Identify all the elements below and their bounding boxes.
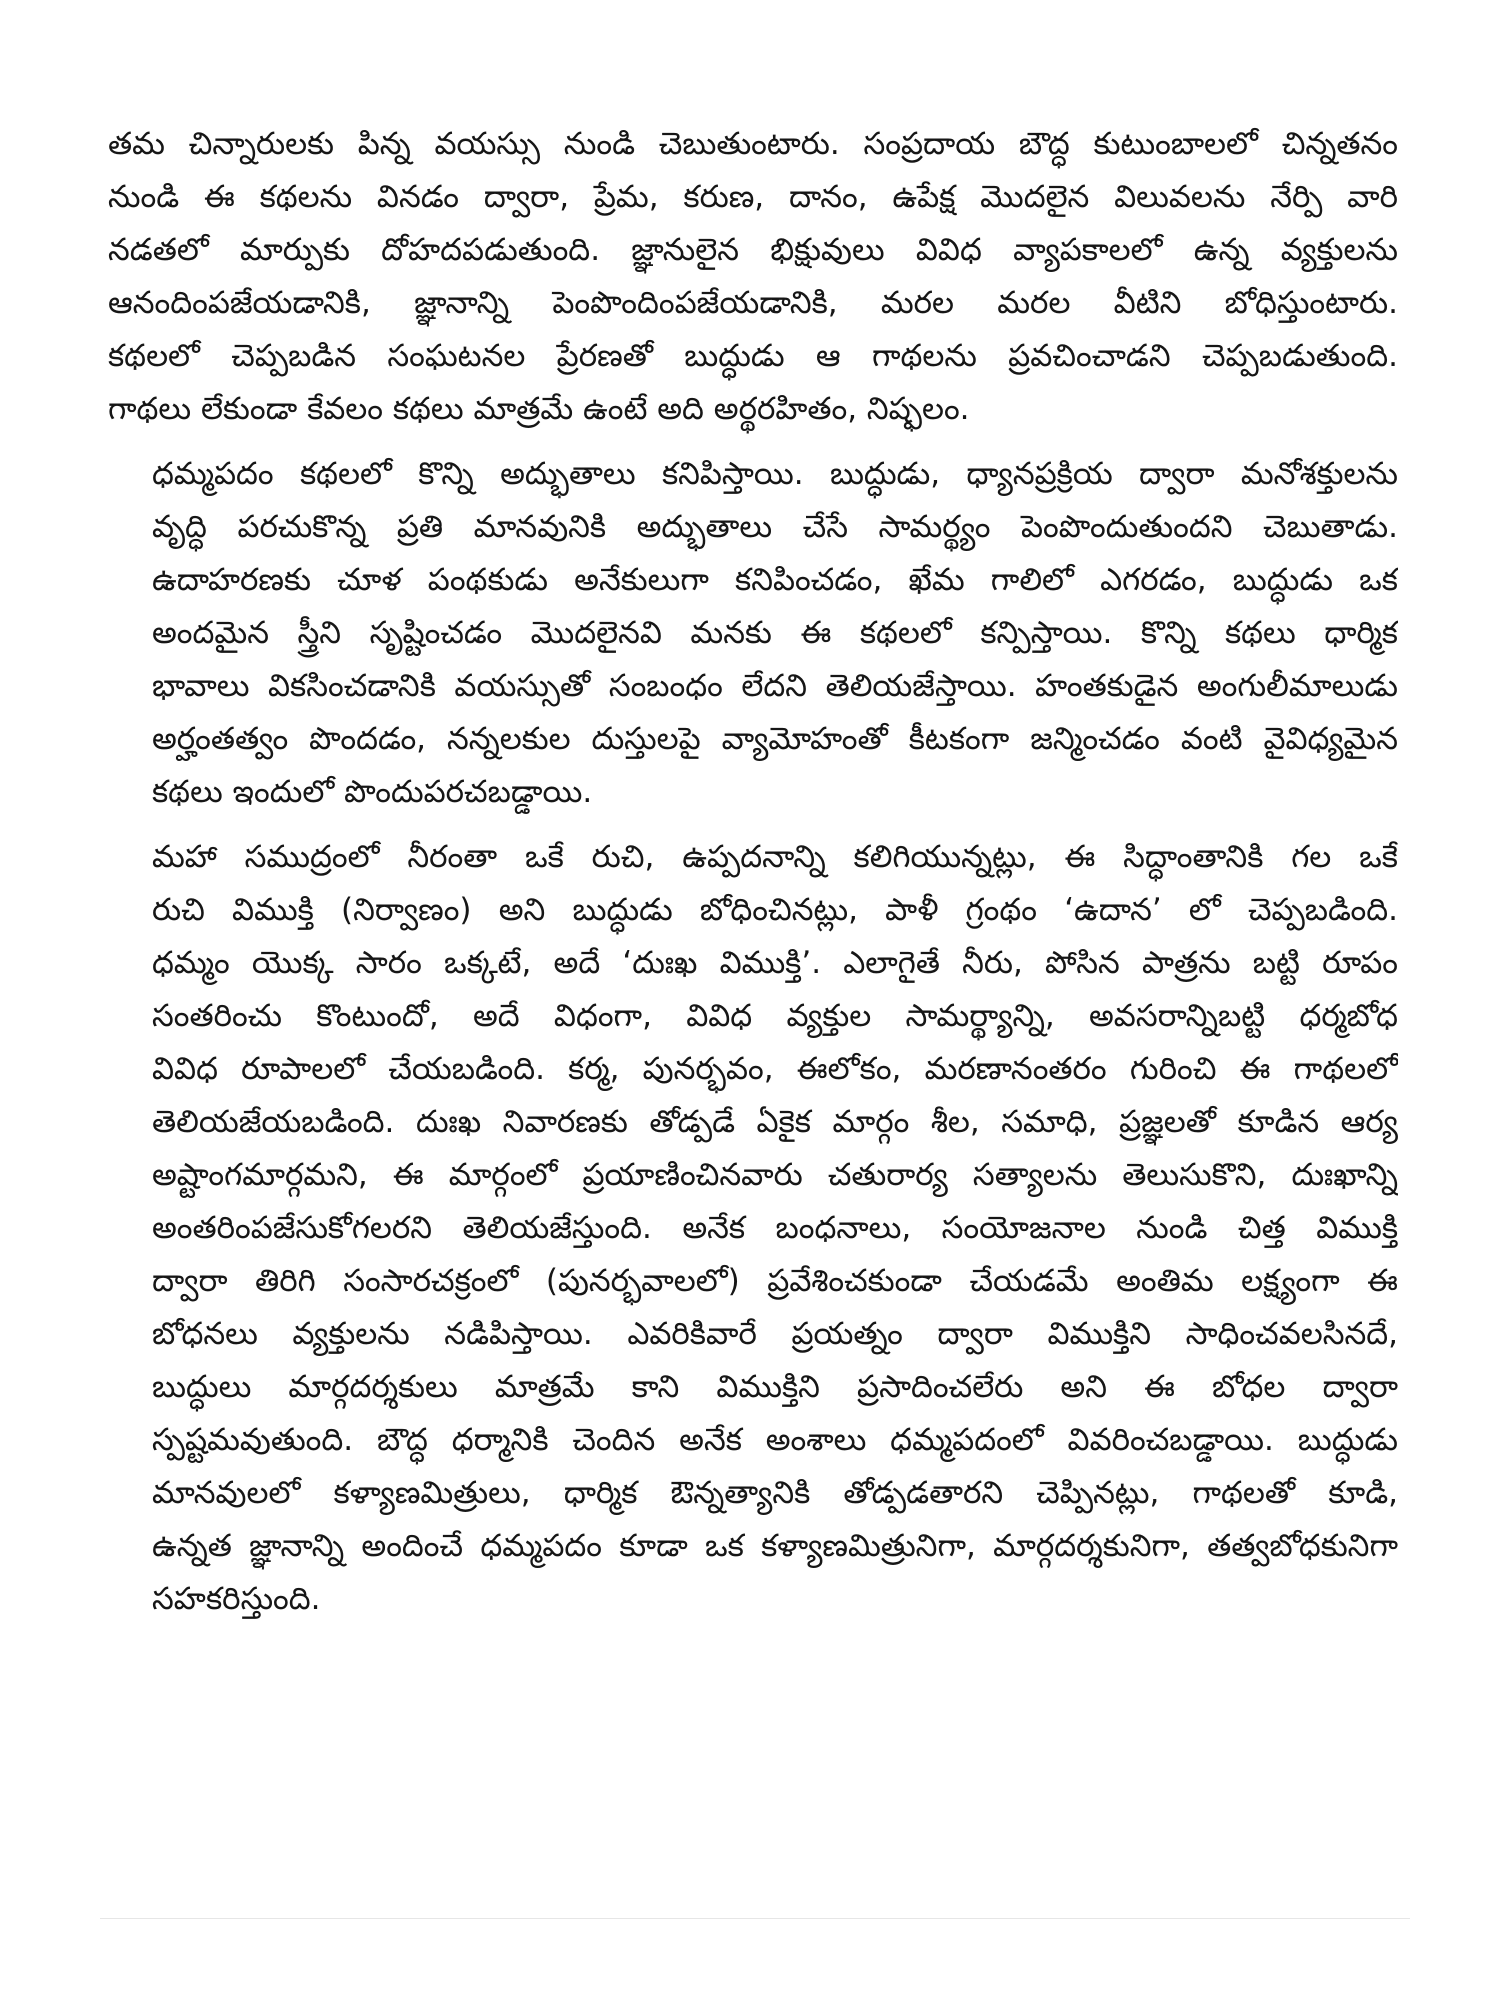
paragraph-3-line-10: బోధనలు వ్యక్తులను నడిపిస్తాయి. ఎవరికివారే ప్రయత్నం ద్వారా విముక్తిని సాధించవలసినదే, (152, 1316, 1398, 1352)
paragraph-2-line-2: వృద్ధి పరచుకొన్న ప్రతి మానవునికి అద్భుతాలు చేసే సామర్థ్యం పెంపొందుతుందని చెబుతాడు. (152, 509, 1398, 545)
paragraph-3-line-15: సహకరిస్తుంది. (152, 1581, 321, 1617)
page-bottom-rule (100, 1918, 1410, 1919)
document-page (108, 118, 1398, 1918)
paragraph-1-line-5: కథలలో చెప్పబడిన సంఘటనల ప్రేరణతో బుద్ధుడు ఆ గాథలను ప్రవచించాడని చెప్పబడుతుంది. (108, 338, 1398, 374)
paragraph-3-line-8: అంతరింపజేసుకోగలరని తెలియజేస్తుంది. అనేక బంధనాలు, సంయోజనాల నుండి చిత్త విముక్తి (152, 1210, 1398, 1246)
paragraph-1-line-2: నుండి ఈ కథలను వినడం ద్వారా, ప్రేమ, కరుణ, దానం, ఉపేక్ష మొదలైన విలువలను నేర్పి వారి (108, 179, 1398, 215)
paragraph-1-line-3: నడతలో మార్పుకు దోహదపడుతుంది. జ్ఞానులైన భిక్షువులు వివిధ వ్యాపకాలలో ఉన్న వ్యక్తులను (108, 232, 1398, 268)
paragraph-3-line-12: స్పష్టమవుతుంది. బౌద్ధ ధర్మానికి చెందిన అనేక అంశాలు ధమ్మపదంలో వివరించబడ్డాయి. బుద్ధుడు (152, 1422, 1398, 1458)
paragraph-3 (108, 831, 1398, 1626)
paragraph-1 (108, 118, 1398, 436)
paragraph-3-line-1: మహా సముద్రంలో నీరంతా ఒకే రుచి, ఉప్పదనాన్ని కలిగియున్నట్లు, ఈ సిద్ధాంతానికి గల ఒకే (152, 839, 1398, 875)
paragraph-3-line-7: అష్టాంగమార్గమని, ఈ మార్గంలో ప్రయాణించినవారు చతురార్య సత్యాలను తెలుసుకొని, దుఃఖాన్ని (152, 1157, 1398, 1193)
paragraph-2 (108, 448, 1398, 819)
paragraph-3-line-9: ద్వారా తిరిగి సంసారచక్రంలో (పునర్భవాలలో) ప్రవేశించకుండా చేయడమే అంతిమ లక్ష్యంగా ఈ (152, 1263, 1398, 1299)
paragraph-2-line-5: భావాలు వికసించడానికి వయస్సుతో సంబంధం లేదని తెలియజేస్తాయి. హంతకుడైన అంగులీమాలుడు (152, 668, 1398, 704)
paragraph-2-line-3: ఉదాహరణకు చూళ పంథకుడు అనేకులుగా కనిపించడం, ఖేమ గాలిలో ఎగరడం, బుద్ధుడు ఒక (152, 562, 1398, 598)
paragraph-3-line-13: మానవులలో కళ్యాణమిత్రులు, ధార్మిక ఔన్నత్యానికి తోడ్పడతారని చెప్పినట్లు, గాథలతో కూడి, (152, 1475, 1398, 1511)
paragraph-3-line-11: బుద్ధులు మార్గదర్శకులు మాత్రమే కాని విముక్తిని ప్రసాదించలేరు అని ఈ బోధల ద్వారా (152, 1369, 1398, 1405)
paragraph-2-line-7: కథలు ఇందులో పొందుపరచబడ్డాయి. (152, 774, 593, 810)
paragraph-3-line-4: సంతరించు కొంటుందో, అదే విధంగా, వివిధ వ్యక్తుల సామర్థ్యాన్ని, అవసరాన్నిబట్టి ధర్మబోధ (152, 998, 1398, 1034)
paragraph-2-line-6: అర్హంతత్వం పొందడం, నన్నలకుల దుస్తులపై వ్యామోహంతో కీటకంగా జన్మించడం వంటి వైవిధ్యమైన (152, 721, 1398, 757)
paragraph-2-line-4: అందమైన స్త్రీని సృష్టించడం మొదలైనవి మనకు ఈ కథలలో కన్పిస్తాయి. కొన్ని కథలు ధార్మిక (152, 615, 1398, 651)
paragraph-3-line-2: రుచి విముక్తి (నిర్వాణం) అని బుద్ధుడు బోధించినట్లు, పాళీ గ్రంథం ‘ఉదాన’ లో చెప్పబడింది. (152, 892, 1398, 928)
paragraph-3-line-3: ధమ్మం యొక్క సారం ఒక్కటే, అదే ‘దుఃఖ విముక్తి’. ఎలాగైతే నీరు, పోసిన పాత్రను బట్టి రూపం (152, 945, 1398, 981)
paragraph-1-line-4: ఆనందింపజేయడానికి, జ్ఞానాన్ని పెంపొందింపజేయడానికి, మరల మరల వీటిని బోధిస్తుంటారు. (108, 285, 1398, 321)
paragraph-3-line-14: ఉన్నత జ్ఞానాన్ని అందించే ధమ్మపదం కూడా ఒక కళ్యాణమిత్రునిగా, మార్గదర్శకునిగా, తత్వబోధకునిగా (152, 1528, 1398, 1564)
paragraph-3-line-6: తెలియజేయబడింది. దుఃఖ నివారణకు తోడ్పడే ఏకైక మార్గం శీల, సమాధి, ప్రజ్ఞలతో కూడిన ఆర్య (152, 1104, 1398, 1140)
paragraph-2-line-1: ధమ్మపదం కథలలో కొన్ని అద్భుతాలు కనిపిస్తాయి. బుద్ధుడు, ధ్యానప్రక్రియ ద్వారా మనోశక్తులను (152, 456, 1398, 492)
paragraph-1-line-1: తమ చిన్నారులకు పిన్న వయస్సు నుండి చెబుతుంటారు. సంప్రదాయ బౌద్ధ కుటుంబాలలో చిన్నతనం (108, 126, 1398, 162)
paragraph-3-line-5: వివిధ రూపాలలో చేయబడింది. కర్మ, పునర్భవం, ఈలోకం, మరణానంతరం గురించి ఈ గాథలలో (152, 1051, 1398, 1087)
paragraph-1-line-6: గాథలు లేకుండా కేవలం కథలు మాత్రమే ఉంటే అది అర్థరహితం, నిష్ఫలం. (108, 391, 970, 427)
